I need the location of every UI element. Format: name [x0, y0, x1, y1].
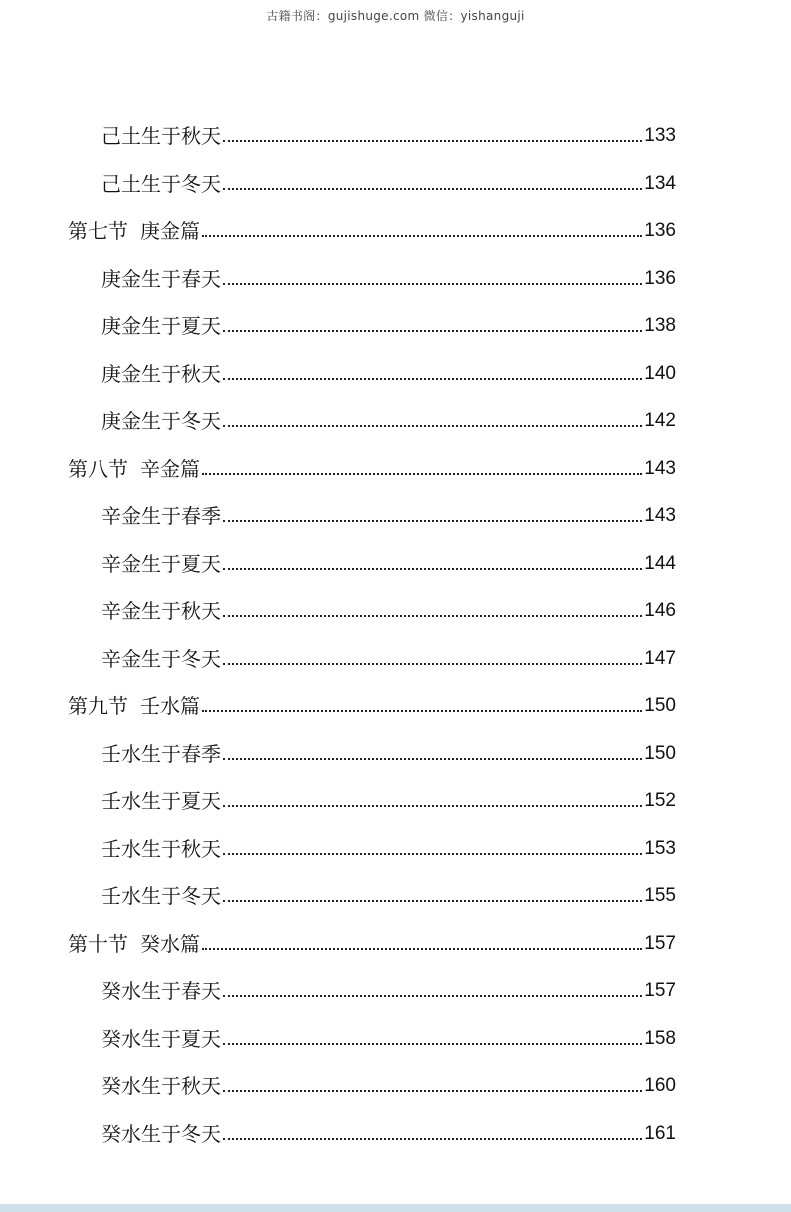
toc-page-number: 136 — [644, 220, 676, 241]
toc-leader-dots — [223, 1089, 642, 1092]
toc-page-number: 143 — [644, 458, 676, 479]
section-title: 壬水篇 — [140, 694, 200, 718]
toc-page-number: 150 — [644, 743, 676, 764]
toc-leader-dots — [223, 1137, 642, 1140]
toc-page-number: 153 — [644, 838, 676, 859]
toc-page-number: 144 — [644, 553, 676, 574]
toc-page-number: 140 — [644, 363, 676, 384]
toc-page-number: 138 — [644, 315, 676, 336]
toc-section-heading — [68, 213, 676, 243]
toc-entry-label: 己土生于秋天 — [101, 124, 221, 148]
toc-leader-dots — [223, 519, 642, 522]
toc-section-label — [68, 219, 200, 243]
toc-section-heading — [68, 451, 676, 481]
toc-leader-dots — [223, 187, 642, 190]
toc-entry — [101, 498, 676, 528]
toc-entry — [101, 1021, 676, 1051]
toc-entry — [101, 783, 676, 813]
toc-leader-dots — [223, 662, 642, 665]
toc-entry-label: 庚金生于冬天 — [101, 409, 221, 433]
bottom-edge-bar — [0, 1204, 791, 1212]
toc-leader-dots — [223, 329, 642, 332]
toc-entry — [101, 736, 676, 766]
toc-section-label — [68, 694, 200, 718]
toc-leader-dots — [223, 757, 642, 760]
toc-entry — [101, 356, 676, 386]
toc-leader-dots — [202, 234, 642, 237]
toc-entry — [101, 1116, 676, 1146]
toc-page-number: 134 — [644, 173, 676, 194]
toc-entry-label: 癸水生于秋天 — [101, 1074, 221, 1098]
toc-entry — [101, 118, 676, 148]
toc-page-number: 158 — [644, 1028, 676, 1049]
toc-leader-dots — [223, 899, 642, 902]
toc-entry — [101, 546, 676, 576]
toc-entry — [101, 1068, 676, 1098]
toc-entry-label: 癸水生于夏天 — [101, 1027, 221, 1051]
toc-leader-dots — [223, 139, 642, 142]
toc-entry-label: 壬水生于夏天 — [101, 789, 221, 813]
toc-entry-label: 壬水生于冬天 — [101, 884, 221, 908]
toc-leader-dots — [223, 377, 642, 380]
toc-entry-label: 庚金生于秋天 — [101, 362, 221, 386]
toc-page-number: 152 — [644, 790, 676, 811]
toc-leader-dots — [223, 852, 642, 855]
toc-section-label — [68, 457, 200, 481]
toc-page-number: 157 — [644, 980, 676, 1001]
toc-entry-label: 辛金生于冬天 — [101, 647, 221, 671]
toc-page-number: 146 — [644, 600, 676, 621]
toc-leader-dots — [223, 614, 642, 617]
toc-entry — [101, 261, 676, 291]
toc-entry — [101, 593, 676, 623]
section-number: 第八节 — [68, 457, 128, 481]
toc-page-number: 150 — [644, 695, 676, 716]
section-number: 第七节 — [68, 219, 128, 243]
toc-leader-dots — [202, 947, 642, 950]
toc-leader-dots — [202, 709, 642, 712]
toc-page-number: 133 — [644, 125, 676, 146]
section-title: 辛金篇 — [140, 457, 200, 481]
toc-entry-label: 壬水生于春季 — [101, 742, 221, 766]
toc-leader-dots — [223, 994, 642, 997]
watermark-header: 古籍书阁：gujishuge.com 微信：yishanguji — [266, 9, 525, 23]
toc-entry-label: 辛金生于秋天 — [101, 599, 221, 623]
toc-entry — [101, 403, 676, 433]
section-title: 庚金篇 — [140, 219, 200, 243]
toc-entry-label: 壬水生于秋天 — [101, 837, 221, 861]
toc-page-number: 155 — [644, 885, 676, 906]
toc-entry — [101, 973, 676, 1003]
toc-entry-label: 辛金生于夏天 — [101, 552, 221, 576]
toc-entry — [101, 308, 676, 338]
toc-section-heading — [68, 688, 676, 718]
toc-entry-label: 癸水生于冬天 — [101, 1122, 221, 1146]
toc-leader-dots — [223, 424, 642, 427]
toc-leader-dots — [223, 1042, 642, 1045]
toc-entry-label: 庚金生于夏天 — [101, 314, 221, 338]
toc-entry-label: 己土生于冬天 — [101, 172, 221, 196]
toc-leader-dots — [223, 282, 642, 285]
toc-leader-dots — [223, 804, 642, 807]
toc-entry-label: 癸水生于春天 — [101, 979, 221, 1003]
toc-entry — [101, 166, 676, 196]
toc-section-label — [68, 932, 200, 956]
toc-page-number: 147 — [644, 648, 676, 669]
toc-section-heading — [68, 926, 676, 956]
toc-entry — [101, 831, 676, 861]
toc-page-number: 143 — [644, 505, 676, 526]
section-number: 第九节 — [68, 694, 128, 718]
toc-entry — [101, 641, 676, 671]
toc-leader-dots — [223, 567, 642, 570]
toc-entry — [101, 878, 676, 908]
toc-page-number: 160 — [644, 1075, 676, 1096]
toc-page-number: 157 — [644, 933, 676, 954]
toc-page-number: 161 — [644, 1123, 676, 1144]
toc-page-number: 136 — [644, 268, 676, 289]
toc-entry-label: 庚金生于春天 — [101, 267, 221, 291]
toc-entry-label: 辛金生于春季 — [101, 504, 221, 528]
section-title: 癸水篇 — [140, 932, 200, 956]
section-number: 第十节 — [68, 932, 128, 956]
toc-page-number: 142 — [644, 410, 676, 431]
toc-leader-dots — [202, 472, 642, 475]
